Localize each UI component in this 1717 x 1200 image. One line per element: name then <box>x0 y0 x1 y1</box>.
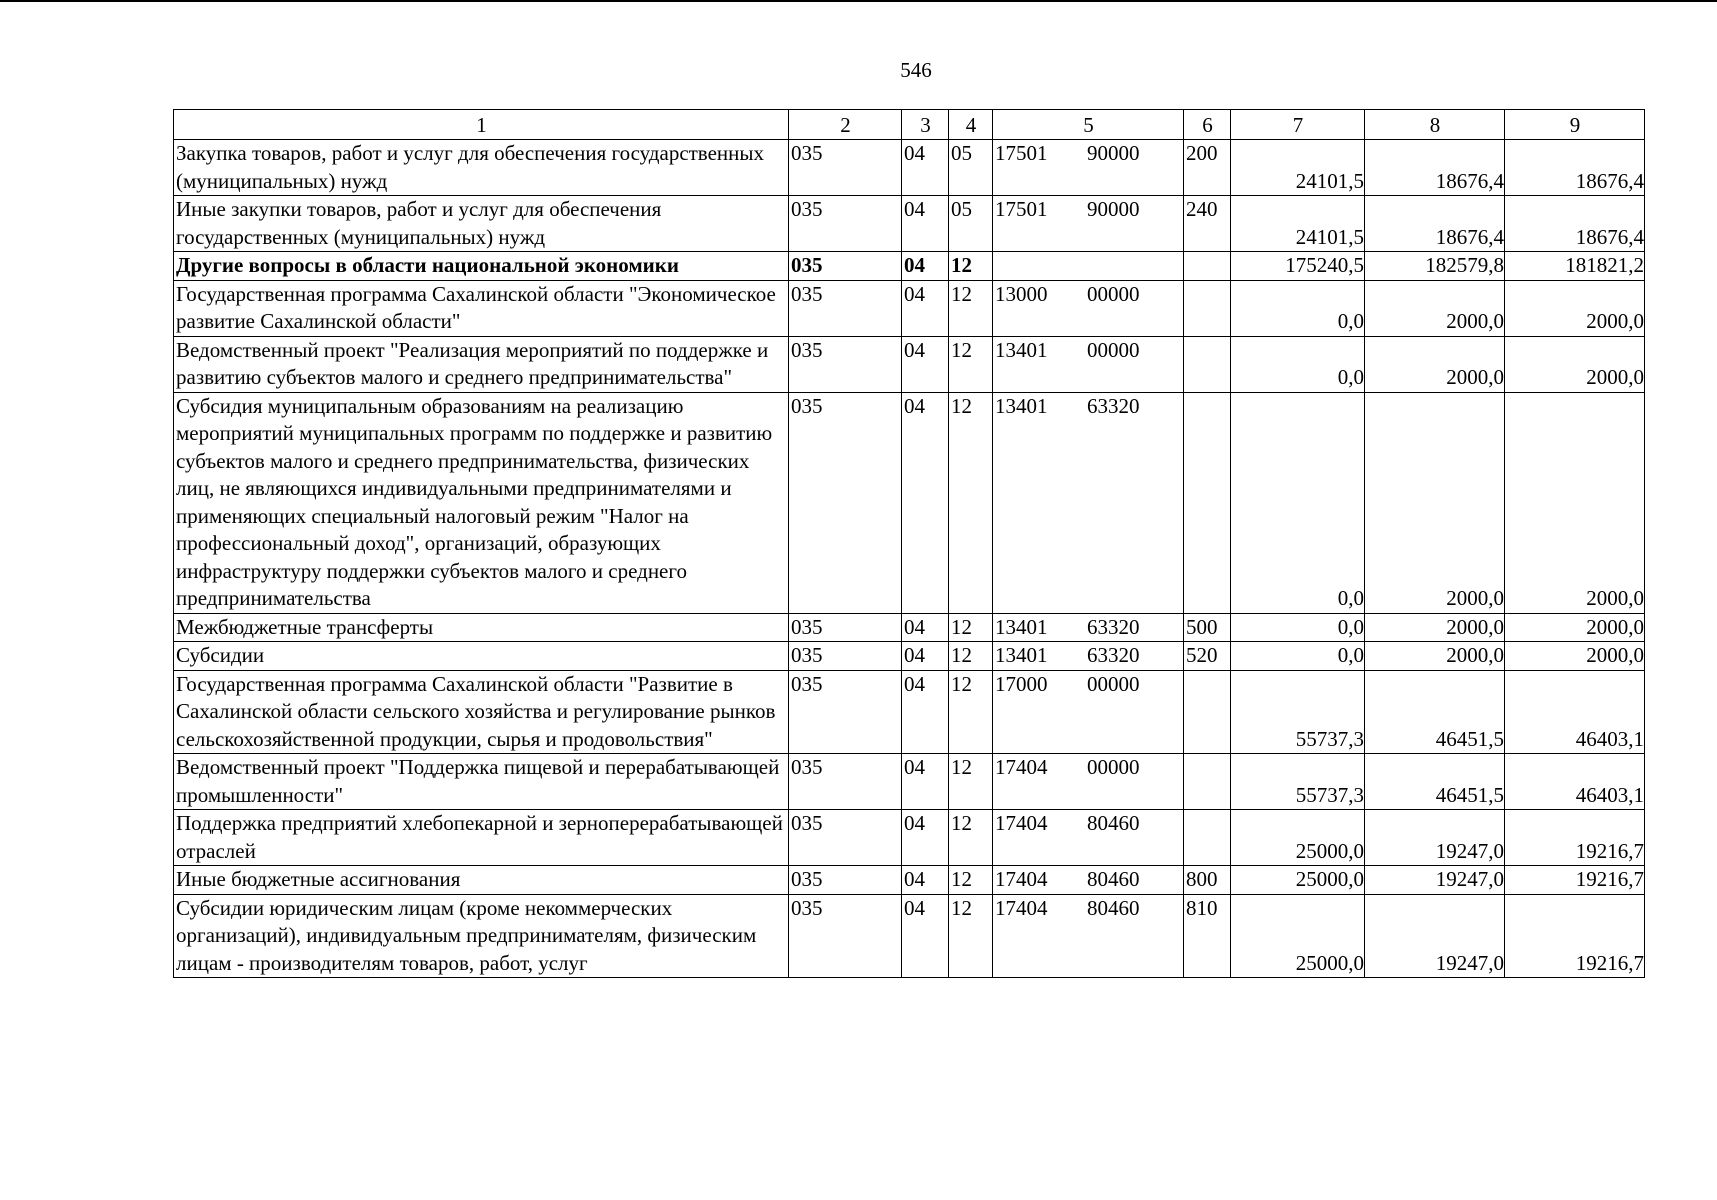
row-code-4: 12 <box>949 670 993 754</box>
row-name: Субсидии <box>174 642 789 671</box>
row-code-6 <box>1184 392 1231 613</box>
row-amount-7: 0,0 <box>1231 280 1365 336</box>
table-row <box>174 866 1645 895</box>
header-cell-4: 4 <box>949 110 993 140</box>
row-amount-7: 24101,5 <box>1231 140 1365 196</box>
row-code-4: 12 <box>949 894 993 978</box>
table-row <box>174 280 1645 336</box>
row-code-5-part-2: 00000 <box>1087 671 1140 696</box>
row-code-4: 12 <box>949 642 993 671</box>
row-name: Субсидия муниципальным образованиям на реализацию мероприятий муниципальных программ по поддержке и развитию субъектов малого и среднего предпринимательства, физических лиц, не являющихся индивидуальными предпринимателями и применяющих специальный налоговый режим "Налог на профессиональный доход", организаций, образующих инфраструктуру поддержки субъектов малого и среднего предпринимательства <box>174 392 789 613</box>
row-amount-9: 18676,4 <box>1505 196 1645 252</box>
row-code-3: 04 <box>902 196 949 252</box>
row-code-3: 04 <box>902 894 949 978</box>
row-code-5-part-1: 17404 <box>995 895 1048 920</box>
row-code-5 <box>993 810 1184 866</box>
row-amount-8: 19247,0 <box>1365 894 1505 978</box>
row-code-3: 04 <box>902 810 949 866</box>
row-code-2: 035 <box>789 670 902 754</box>
row-amount-9: 19216,7 <box>1505 810 1645 866</box>
row-code-4: 12 <box>949 252 993 281</box>
row-code-2: 035 <box>789 866 902 895</box>
row-code-6: 200 <box>1184 140 1231 196</box>
row-amount-8: 2000,0 <box>1365 642 1505 671</box>
row-code-5 <box>993 252 1184 281</box>
row-name: Закупка товаров, работ и услуг для обеспечения государственных (муниципальных) нужд <box>174 140 789 196</box>
row-code-3: 04 <box>902 670 949 754</box>
header-cell-3: 3 <box>902 110 949 140</box>
row-code-5-part-2: 00000 <box>1087 755 1140 779</box>
row-name: Государственная программа Сахалинской области "Экономическое развитие Сахалинской области" <box>174 280 789 336</box>
row-code-5-part-1: 13401 <box>995 614 1048 639</box>
row-code-5 <box>993 613 1184 642</box>
header-row <box>174 110 1645 140</box>
row-code-6 <box>1184 252 1231 281</box>
table-row <box>174 613 1645 642</box>
row-code-2: 035 <box>789 754 902 810</box>
row-amount-8: 2000,0 <box>1365 280 1505 336</box>
row-code-2: 035 <box>789 336 902 392</box>
row-code-5-part-2: 63320 <box>1087 393 1140 418</box>
row-code-2: 035 <box>789 894 902 978</box>
table-row <box>174 642 1645 671</box>
row-code-5-part-2: 63320 <box>1087 643 1140 667</box>
row-amount-8: 2000,0 <box>1365 336 1505 392</box>
row-amount-7: 175240,5 <box>1231 252 1365 281</box>
row-amount-8: 2000,0 <box>1365 392 1505 613</box>
table-row <box>174 252 1645 281</box>
row-code-6: 240 <box>1184 196 1231 252</box>
row-amount-9: 2000,0 <box>1505 642 1645 671</box>
row-code-5-part-2: 00000 <box>1087 281 1140 306</box>
row-code-4: 12 <box>949 336 993 392</box>
row-amount-7: 0,0 <box>1231 613 1365 642</box>
table-row <box>174 894 1645 978</box>
row-code-2: 035 <box>789 810 902 866</box>
row-amount-9: 46403,1 <box>1505 754 1645 810</box>
row-code-6: 520 <box>1184 642 1231 671</box>
row-name: Государственная программа Сахалинской области "Развитие в Сахалинской области сельского хозяйства и регулирование рынков сельскохозяйственной продукции, сырья и продовольствия" <box>174 670 789 754</box>
row-code-3: 04 <box>902 754 949 810</box>
row-name: Иные закупки товаров, работ и услуг для обеспечения государственных (муниципальных) нужд <box>174 196 789 252</box>
row-amount-7: 0,0 <box>1231 336 1365 392</box>
row-code-3: 04 <box>902 642 949 671</box>
row-code-3: 04 <box>902 392 949 613</box>
budget-table-body <box>174 110 1645 978</box>
row-amount-7: 0,0 <box>1231 392 1365 613</box>
table-row <box>174 670 1645 754</box>
row-code-4: 12 <box>949 754 993 810</box>
row-code-4: 05 <box>949 196 993 252</box>
row-code-4: 05 <box>949 140 993 196</box>
row-code-5 <box>993 894 1184 978</box>
row-code-3: 04 <box>902 140 949 196</box>
row-name: Поддержка предприятий хлебопекарной и зерноперерабатывающей отраслей <box>174 810 789 866</box>
row-code-5-part-2: 90000 <box>1087 141 1140 165</box>
row-code-5-part-2: 80460 <box>1087 895 1140 920</box>
row-code-5-part-2: 90000 <box>1087 197 1140 221</box>
row-code-6 <box>1184 280 1231 336</box>
row-code-2: 035 <box>789 196 902 252</box>
row-code-5-part-1: 13401 <box>995 393 1048 418</box>
row-code-5 <box>993 280 1184 336</box>
table-row <box>174 196 1645 252</box>
row-amount-9: 46403,1 <box>1505 670 1645 754</box>
row-amount-7: 0,0 <box>1231 642 1365 671</box>
row-code-5 <box>993 642 1184 671</box>
header-cell-5: 5 <box>993 110 1184 140</box>
row-code-5-part-2: 63320 <box>1087 614 1140 639</box>
row-amount-8: 18676,4 <box>1365 140 1505 196</box>
row-code-5-part-1: 17404 <box>995 755 1048 779</box>
row-code-2: 035 <box>789 642 902 671</box>
table-row <box>174 810 1645 866</box>
row-code-2: 035 <box>789 613 902 642</box>
table-row <box>174 140 1645 196</box>
row-name: Межбюджетные трансферты <box>174 613 789 642</box>
row-amount-7: 25000,0 <box>1231 894 1365 978</box>
row-amount-7: 25000,0 <box>1231 866 1365 895</box>
row-code-5-part-1: 17404 <box>995 867 1048 891</box>
row-code-5-part-1: 17404 <box>995 811 1048 835</box>
header-cell-1: 1 <box>174 110 789 140</box>
row-code-4: 12 <box>949 280 993 336</box>
row-amount-9: 2000,0 <box>1505 280 1645 336</box>
row-name: Ведомственный проект "Реализация мероприятий по поддержке и развитию субъектов малого и среднего предпринимательства" <box>174 336 789 392</box>
row-code-6 <box>1184 336 1231 392</box>
header-cell-7: 7 <box>1231 110 1365 140</box>
row-code-5 <box>993 392 1184 613</box>
row-amount-7: 55737,3 <box>1231 670 1365 754</box>
top-border-line <box>0 0 1717 2</box>
row-amount-9: 19216,7 <box>1505 866 1645 895</box>
row-code-3: 04 <box>902 866 949 895</box>
row-code-5 <box>993 754 1184 810</box>
row-amount-8: 182579,8 <box>1365 252 1505 281</box>
row-code-4: 12 <box>949 392 993 613</box>
row-code-6 <box>1184 754 1231 810</box>
row-code-5 <box>993 336 1184 392</box>
row-code-5 <box>993 670 1184 754</box>
row-code-5-part-2: 80460 <box>1087 811 1140 835</box>
row-code-5-part-1: 17000 <box>995 671 1048 696</box>
row-amount-9: 18676,4 <box>1505 140 1645 196</box>
header-cell-6: 6 <box>1184 110 1231 140</box>
row-code-6: 810 <box>1184 894 1231 978</box>
row-amount-9: 2000,0 <box>1505 392 1645 613</box>
row-name: Иные бюджетные ассигнования <box>174 866 789 895</box>
row-amount-7: 55737,3 <box>1231 754 1365 810</box>
header-cell-9: 9 <box>1505 110 1645 140</box>
row-code-6 <box>1184 670 1231 754</box>
header-cell-8: 8 <box>1365 110 1505 140</box>
row-code-2: 035 <box>789 392 902 613</box>
row-amount-8: 2000,0 <box>1365 613 1505 642</box>
table-row <box>174 336 1645 392</box>
row-code-4: 12 <box>949 866 993 895</box>
row-amount-8: 19247,0 <box>1365 810 1505 866</box>
row-code-5-part-1: 17501 <box>995 141 1048 165</box>
row-code-4: 12 <box>949 810 993 866</box>
row-name: Другие вопросы в области национальной экономики <box>174 252 789 281</box>
table-row <box>174 754 1645 810</box>
row-code-5-part-1: 13401 <box>995 643 1048 667</box>
row-code-5-part-2: 80460 <box>1087 867 1140 891</box>
row-name: Субсидии юридическим лицам (кроме некоммерческих организаций), индивидуальным предпринимателям, физическим лицам - производителям товаров, работ, услуг <box>174 894 789 978</box>
row-amount-8: 46451,5 <box>1365 754 1505 810</box>
row-amount-8: 19247,0 <box>1365 866 1505 895</box>
row-amount-8: 46451,5 <box>1365 670 1505 754</box>
budget-table <box>173 109 1645 978</box>
row-code-5-part-1: 13000 <box>995 281 1048 306</box>
row-code-5-part-2: 00000 <box>1087 337 1140 362</box>
row-code-6: 800 <box>1184 866 1231 895</box>
row-amount-9: 2000,0 <box>1505 336 1645 392</box>
row-code-3: 04 <box>902 252 949 281</box>
row-code-6 <box>1184 810 1231 866</box>
row-amount-9: 19216,7 <box>1505 894 1645 978</box>
row-code-5 <box>993 866 1184 895</box>
row-amount-7: 24101,5 <box>1231 196 1365 252</box>
row-code-5-part-1: 13401 <box>995 337 1048 362</box>
row-code-3: 04 <box>902 280 949 336</box>
row-amount-9: 2000,0 <box>1505 613 1645 642</box>
row-code-4: 12 <box>949 613 993 642</box>
table-row <box>174 392 1645 613</box>
row-code-5 <box>993 196 1184 252</box>
row-code-3: 04 <box>902 613 949 642</box>
row-code-2: 035 <box>789 140 902 196</box>
row-amount-8: 18676,4 <box>1365 196 1505 252</box>
row-code-6: 500 <box>1184 613 1231 642</box>
row-amount-9: 181821,2 <box>1505 252 1645 281</box>
row-code-2: 035 <box>789 252 902 281</box>
header-cell-2: 2 <box>789 110 902 140</box>
page-number: 546 <box>900 58 932 82</box>
row-amount-7: 25000,0 <box>1231 810 1365 866</box>
row-code-2: 035 <box>789 280 902 336</box>
row-code-5 <box>993 140 1184 196</box>
row-code-3: 04 <box>902 336 949 392</box>
row-name: Ведомственный проект "Поддержка пищевой и перерабатывающей промышленности" <box>174 754 789 810</box>
row-code-5-part-1: 17501 <box>995 197 1048 221</box>
